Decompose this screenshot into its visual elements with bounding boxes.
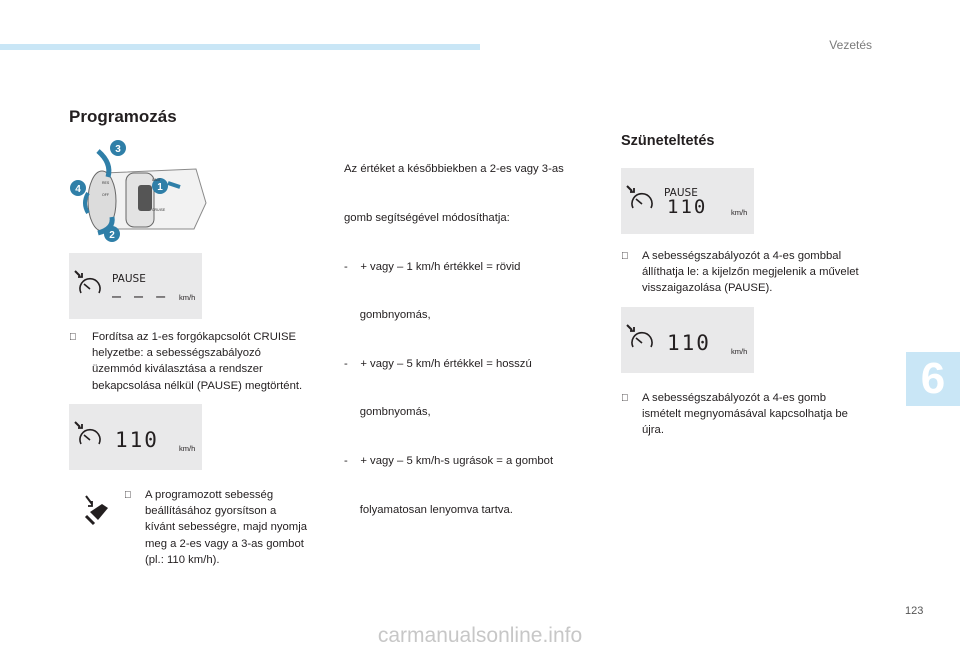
- bullet-icon: [621, 393, 629, 404]
- display-pause-dashes: [69, 253, 202, 319]
- speed-readout: 110: [115, 428, 159, 452]
- display-pause-110: [621, 168, 754, 234]
- section-subtitle: Szüneteltetés: [621, 133, 715, 149]
- unit-label: km/h: [731, 208, 748, 217]
- instruction-resume: A sebességszabályozót a 4-es gomb ismételt megnyomásával kapcsolhatja be újra.: [642, 392, 848, 437]
- display-resume-110: [621, 307, 754, 373]
- speedometer-icon: [73, 420, 105, 452]
- speedometer-icon: [625, 323, 657, 355]
- pause-label: PAUSE: [112, 273, 146, 285]
- speed-readout: 110: [667, 196, 708, 218]
- stalk-label-off: OFF: [102, 193, 109, 197]
- section-title: Vezetés: [829, 38, 872, 52]
- watermark: carmanualsonline.info: [377, 624, 583, 647]
- speed-readout: 110: [667, 331, 711, 355]
- unit-label: km/h: [179, 293, 196, 302]
- speedometer-icon: [73, 269, 105, 301]
- bullet-icon: [124, 490, 132, 501]
- page-number: 123: [905, 605, 924, 617]
- dashes-readout: – – –: [112, 287, 168, 305]
- callout-1-label: 1: [157, 182, 163, 193]
- stalk-label-res: RES: [102, 181, 110, 185]
- callout-2-label: 2: [109, 230, 115, 241]
- speedometer-icon: [625, 184, 657, 216]
- cruise-stalk-illustration: [68, 133, 208, 247]
- adjust-speed-paragraph: Az értéket a későbbiekben a 2-es vagy 3-as gomb segítségével módosíthatja: - + vagy – 1 km/h értékkel = rövid gombnyomás, - + vagy – 5 km/h értékkel = hosszú gombnyomás, - + vagy – 5 km/h-s ugrások = a gombot folyamatosan lenyomva tartva.: [344, 163, 564, 516]
- instruction-pause: A sebességszabályozót a 4-es gombbal állíthatja le: a kijelzőn megjelenik a művelet visszaigazolása (PAUSE).: [642, 250, 859, 295]
- bullet-icon: [621, 251, 629, 262]
- instruction-set-speed: A programozott sebesség beállításához gyorsítson a kívánt sebességre, majd nyomja meg a 2-es vagy a 3-as gombot (pl.: 110 km/h).: [145, 489, 308, 566]
- stalk-label-limit: LIMIT: [152, 178, 161, 182]
- instruction-cruise-select: Fordítsa az 1-es forgókapcsolót CRUISE helyzetbe: a sebességszabályozó üzemmód kiválasztása a rendszer bekapcsolása nélkül (PAUSE) megtörtént.: [92, 331, 303, 392]
- accelerator-pedal-icon: [80, 494, 112, 526]
- callout-4-label: 4: [75, 184, 81, 195]
- bullet-icon: [69, 332, 77, 343]
- header-accent-bar: [0, 44, 480, 50]
- unit-label: km/h: [731, 347, 748, 356]
- unit-label: km/h: [179, 444, 196, 453]
- pause-label: PAUSE: [664, 187, 698, 199]
- chapter-tab: 6: [906, 352, 960, 406]
- display-speed-110: [69, 404, 202, 470]
- stalk-label-cruise: CRUISE: [152, 208, 166, 212]
- page-title: Programozás: [69, 107, 177, 126]
- callout-3-label: 3: [115, 144, 121, 155]
